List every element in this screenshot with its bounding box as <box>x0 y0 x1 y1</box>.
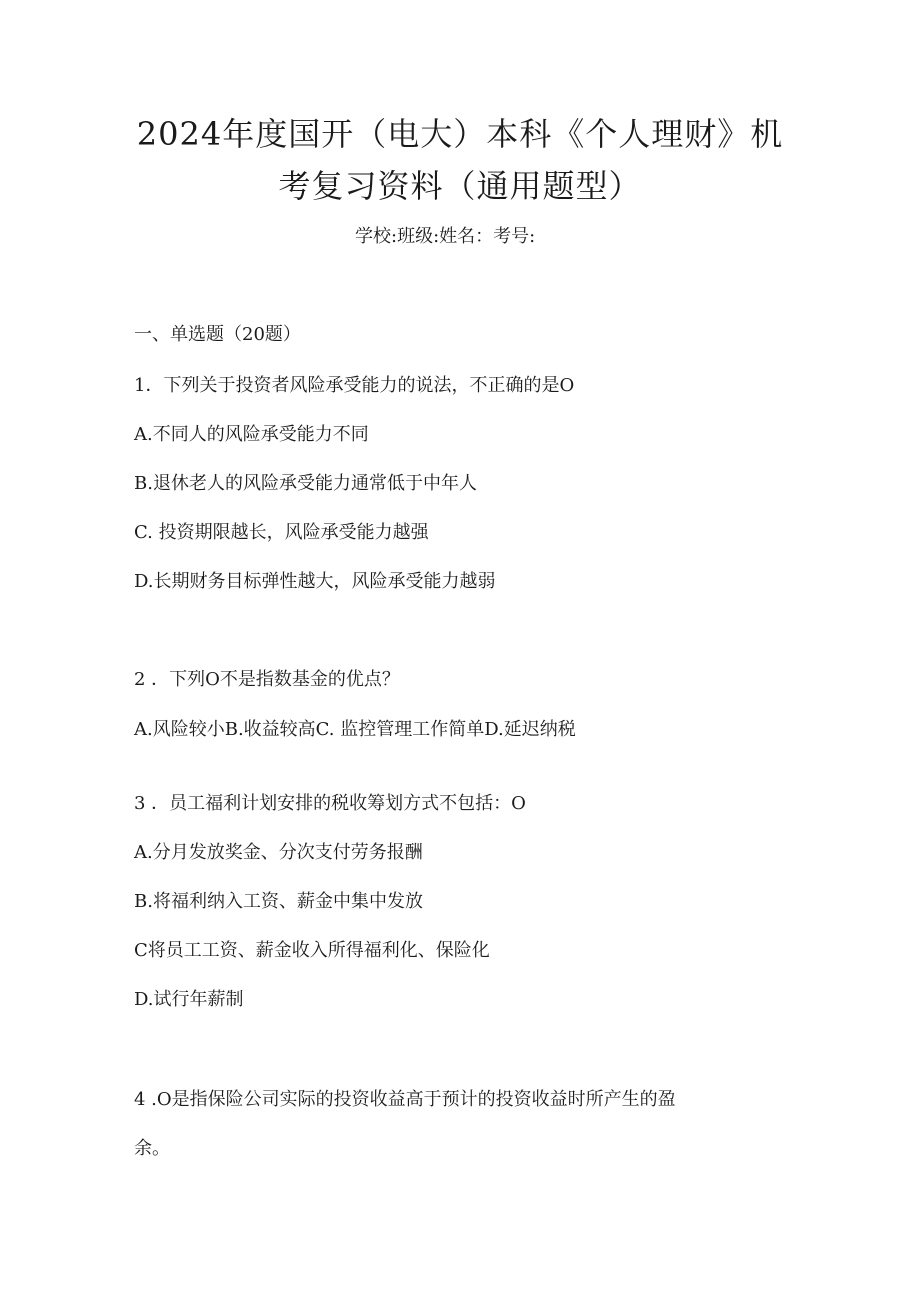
question-3-stem: 3 ．员工福利计划安排的税收筹划方式不包括：O <box>134 793 526 814</box>
section-heading: 一、单选题（20题） <box>134 324 301 345</box>
document-title-line-1: 2024年度国开（电大）本科《个人理财》机 <box>136 115 784 153</box>
question-4-stem-line-1: 4 .O是指保险公司实际的投资收益高于预计的投资收益时所产生的盈 <box>134 1089 676 1110</box>
question-2-options: A.风险较小B.收益较高C. 监控管理工作简单D.延迟纳税 <box>134 719 576 740</box>
question-3-option-c: C将员工工资、薪金收入所得福利化、保险化 <box>134 940 490 961</box>
question-1-stem: 1．下列关于投资者风险承受能力的说法，不正确的是O <box>134 375 575 396</box>
question-1-option-a: A.不同人的风险承受能力不同 <box>134 424 369 445</box>
question-3-option-d: D.试行年薪制 <box>134 989 244 1010</box>
question-3-option-a: A.分月发放奖金、分次支付劳务报酬 <box>134 842 423 863</box>
document-title-line-2: 考复习资料（通用题型） <box>278 167 642 205</box>
question-1-option-b: B.退休老人的风险承受能力通常低于中年人 <box>134 473 477 494</box>
question-3-option-b: B.将福利纳入工资、薪金中集中发放 <box>134 891 423 912</box>
question-1-option-d: D.长期财务目标弹性越大，风险承受能力越弱 <box>134 571 496 592</box>
student-info-line: 学校:班级:姓名：考号: <box>355 226 536 247</box>
question-2-stem: 2 ．下列O不是指数基金的优点？ <box>134 669 400 690</box>
question-1-option-c: C. 投资期限越长，风险承受能力越强 <box>134 522 429 543</box>
question-4-stem-line-2: 余。 <box>134 1138 170 1159</box>
